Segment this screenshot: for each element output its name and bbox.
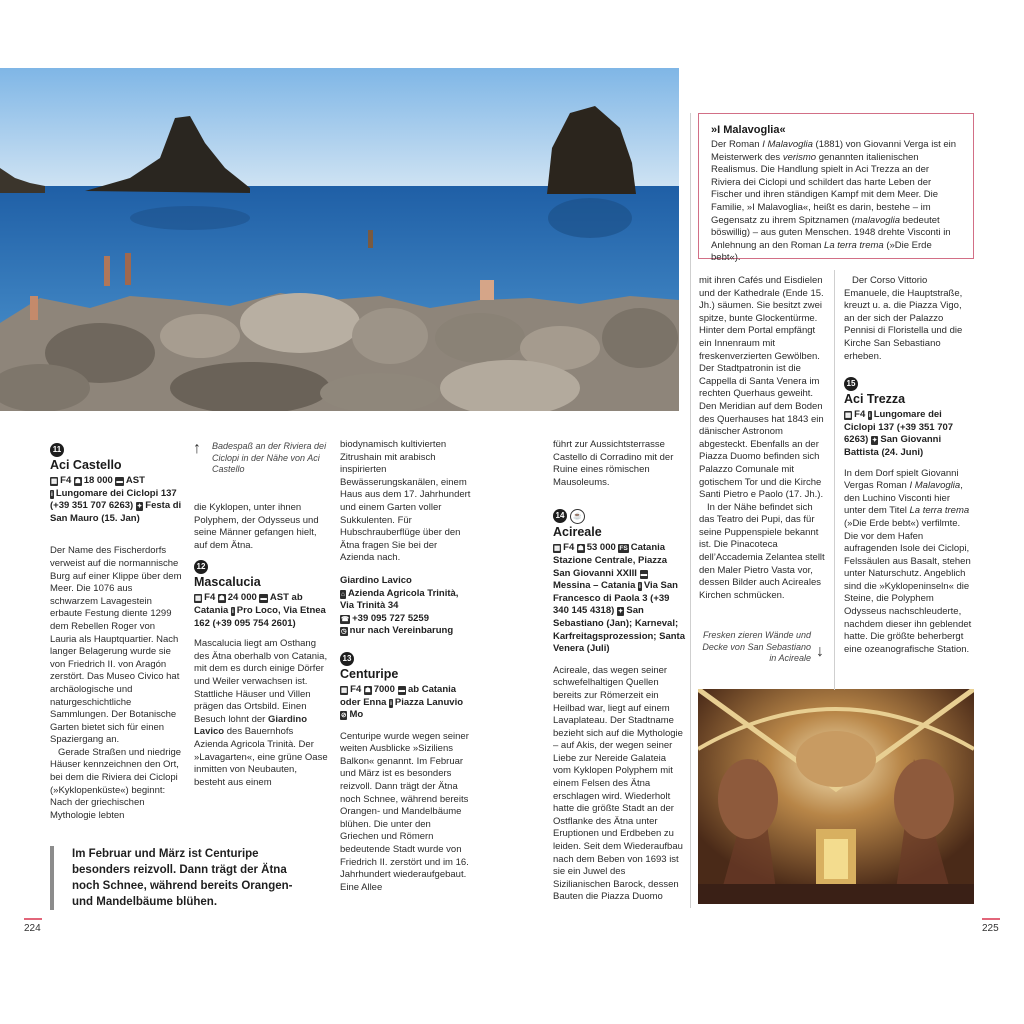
entry-mascalucia (194, 502, 328, 789)
entry-text: die Kyklopen, unter ihnen Polyphem, der Odysseus und seine Männer gefangen hielt, auf dem Ätna. (194, 502, 319, 551)
entry-text: In der Nähe befindet sich das Teatro dei Pupi, das für seine Puppenspiele bekannt ist. Die Pinacoteca dell’Accademia Zelantea stellt den Maler Pietro Vasta vor, dessen Bilder auch Acireales Kirchen schmücken. (699, 501, 825, 601)
page-number-right: 225 (982, 923, 999, 934)
malavoglia-sidebar-box (698, 113, 974, 264)
entry-text: Der Corso Vittorio Emanuele, die Hauptstraße, kreuzt u. a. die Piazza Vigo, an der sich der Palazzo Pennisi di Floristella und die Kirche San Sebastiano erheben. (844, 275, 963, 362)
festival-icon: ✦ (617, 608, 624, 616)
clock-icon: ◷ (341, 628, 347, 636)
entry-aci-trezza (844, 275, 974, 656)
sidebar-text: Der Roman I Malavoglia (1881) von Giovanni Verga ist ein Meisterwerk des verismo genannten italienischen Realismus. Die Handlung spielt in Aci Trezza an der Riviera dei Ciclopi und schildert das harte Leben der Fischer und ihren ständigen Kampf mit dem Meer. Die Familie, »I Malavoglia«, heißt es darin, bestehe – im Gegensatz zu ihrem Spitznamen (malavoglia bedeutet böswillig) – aus guten Menschen. 1948 drehte Visconti in Anlehnung an den Roman La terra trema (»Die Erde bebt«). (711, 139, 957, 264)
map-grid-icon: ▦ (341, 686, 348, 694)
entry-text: Gerade Straßen und niedrige Häuser kennzeichnen den Ort, bei dem die Riviera dei Ciclopi (»Kyklopenküste«) beginnt: Nach der griechischen Mythologie lebten (50, 746, 182, 821)
festival-icon: ✦ (136, 503, 143, 511)
bus-icon: ▬ (260, 595, 267, 603)
entry-title: Aci Trezza (844, 392, 906, 407)
map-grid-icon: ▦ (51, 478, 58, 485)
entry-text: Centuripe wurde wegen seiner weiten Ausblicke »Siziliens Balkon« genannt. Im Februar und März ist es besonders reizvoll. Dann trägt der Ätna noch Schnee, während bereits Orangen- und Mandelbäume blühen. Die unter den Griechen und Römern bedeutende Stadt wurde von Friedrich II. zerstört und im 16. Jahrhundert wiederaufgebaut. Eine Allee (340, 730, 469, 893)
arrow-down-icon: ↓ (816, 643, 824, 660)
bus-icon: ▬ (640, 570, 648, 578)
entry-text: Mascalucia liegt am Osthang des Ätna oberhalb von Catania, mit dem es durch einige Dörfer und Weiler verwachsen ist. Stattliche Häuser und Villen prägen das Ortsbild. Einen Besuch lohnt der Giardino Lavico des Bauernhofs Azienda Agricola Trinità. Der »Lavagarten«, eine grüne Oase inmitten von Neubauten, besteht aus einem (194, 638, 328, 788)
coffee-cup-icon: ☕ (570, 509, 585, 524)
entry-text: mit ihren Cafés und Eisdielen und der Kathedrale (Ende 15. Jh.) säumen. Sie besitzt zwei spitze, bunte Glockentürme. Hinter dem Portal empfängt ein Innenraum mit freskenverzierten Gewölben. Der Stadtpatronin ist die Cappella di Santa Venera im rechten Querhaus geweiht. Den Meridian auf dem Boden des Querhauses hat 1843 ein dänischer Astronom abgesteckt. Ebenfalls an der Piazza Duomo befinden sich Palazzo Comunale mit gotischem Tor und die Kirche Santi Pietro e Paolo (17. Jh.). (699, 275, 824, 501)
pull-quote-text: Im Februar und März ist Centuripe besonders reizvoll. Dann trägt der Ätna noch Schnee, während bereits Orangen- und Mandelbäume blühen. (72, 848, 293, 908)
page-marker-left (24, 918, 42, 920)
photo-caption: Badespaß an der Riviera dei Ciclopi in der Nähe von Aci Castello (212, 441, 327, 474)
entry-text: führt zur Aussichtsterrasse Castello di Corradino mit der Ruine eines römischen Mausoleums. (553, 439, 674, 488)
pull-quote (50, 846, 312, 910)
tourist-info-icon: i (231, 607, 234, 615)
entry-info: ▦ F4 i Lungomare dei Ciclopi 137 (+39 351 707 6263) ✦ San Giovanni Battista (24. Juni) (844, 409, 954, 458)
phone-icon: ☎ (341, 615, 350, 623)
column-rule (690, 113, 691, 908)
entry-number-badge: 11 (50, 443, 64, 457)
address-icon: ⌂ (341, 590, 345, 598)
page-number-left: 224 (24, 923, 41, 934)
map-grid-icon: ▦ (845, 412, 852, 420)
giardino-title: Giardino Lavico (340, 574, 412, 586)
basilica-san-sebastiano-frescoes-photo (698, 689, 974, 904)
giardino-lavico-info: Giardino Lavico ⌂ Azienda Agricola Trinità, Via Trinità 34 ☎ +39 095 727 5259 ◷ nur nach Vereinbarung (340, 574, 459, 637)
entry-title: Centuripe (340, 666, 399, 681)
map-grid-icon: ▦ (195, 595, 202, 603)
bus-icon: ▬ (398, 686, 405, 694)
entry-text: biodynamisch kultivierten Zitrushain mit arabisch inspirierten Bewässerungskanälen, einem Haus aus dem 17. Jahrhundert und einem Garten voller Sukkulenten. Für Hubschrauberflüge über den Ätna fragen Sie bei der Azienda nach. (340, 439, 471, 564)
population-icon: ☗ (74, 478, 81, 485)
entry-centuripe (340, 439, 472, 894)
population-icon: ☗ (364, 686, 371, 694)
entry-text: In dem Dorf spielt Giovanni Vergas Roman I Malavoglia, den Luchino Visconti hier unter dem Titel La terra trema (»Die Erde bebt«) verfilmte. Die vor dem Hafen aufragenden Isole dei Ciclopi, Felssäulen aus Basalt, stehen unter Naturschutz. Angeblich sind die »Kyklopeninseln« die Steine, die Polyphem Odysseus nachschleuderte, nachdem dieser ihn geblendet hatte. Die größte beherbergt eine ozeanografische Station. (844, 467, 972, 655)
entry-number-badge: 14 (553, 509, 567, 523)
bus-icon: ▬ (116, 478, 123, 485)
entry-title: Acireale (553, 525, 602, 540)
train-icon: FS (619, 545, 628, 553)
tourist-info-icon: i (868, 412, 871, 420)
arrow-up-icon: ↑ (193, 440, 201, 457)
population-icon: ☗ (218, 595, 225, 603)
map-grid-icon: ▦ (554, 545, 561, 553)
entry-text: Der Name des Fischerdorfs verweist auf die normannische Burg auf einer Klippe über dem Meer. Die 1076 aus schwarzem Lavagestein erbaute Festung diente 1299 dem Rebellen Roger von Lauria als Hauptquartier. Nach langer Belagerung wurde sie von Friedrich II. von Aragón zerstört. Das Museo Civico hat archäologische und naturgeschichtliche Sammlungen. Der Botanische Garten bietet sich für einen Spaziergang an. (50, 545, 182, 746)
entry-info: ▦ F4 ☗ 7000 ▬ ab Catania oder Enna i Piazza Lanuvio ⊘ Mo (340, 683, 464, 721)
tourist-info-icon: i (639, 583, 641, 591)
entry-acireale (553, 439, 685, 904)
aci-castello-coast-photo (0, 68, 679, 411)
tourist-info-icon: i (390, 699, 392, 707)
entry-title: Aci Castello (50, 458, 122, 472)
population-icon: ☗ (577, 545, 584, 553)
sidebar-title: »I Malavoglia« (711, 124, 786, 136)
page-marker-right (982, 918, 1000, 920)
closed-day-icon: ⊘ (341, 712, 347, 720)
entry-number-badge: 12 (194, 560, 208, 574)
tourist-info-icon: i (51, 490, 53, 498)
entry-aci-castello (50, 443, 183, 822)
entry-number-badge: 15 (844, 377, 858, 391)
festival-icon: ✦ (871, 437, 878, 445)
entry-info: ▦ F4 ☗ 18 000 ▬ AST i Lungomare dei Ciclopi 137 (+39 351 707 6263) ✦ Festa di San Mauro (15. Jan) (50, 475, 182, 524)
entry-info: ▦ F4 ☗ 53 000 FS Catania Stazione Centrale, Piazza San Giovanni XXIII ▬Messina – Catania i Via San Francesco di Paola 3 (+39 340 145 4318) ✦ San Sebastiano (Jan); Karneval; Karfreitagsprozession; Santa Venera (Juli) (553, 542, 685, 655)
entry-text: Acireale, das wegen seiner schwefelhaltigen Quellen bereits zur Römerzeit ein Heilbad war, liegt auf einem Lavaplateau. Der Stadtname bezieht sich auf die Mythologie – auf Akis, der wegen seiner Liebe zur Nereide Galateia vom Kyklopen Polyphem mit einem Felsen des Ätna erschlagen wird. Wiederholt hatte die größte Stadt an der Ostflanke des Ätna unter Eruptionen und Erdbeben zu leiden. Seit dem Wiederaufbau nach dem Beben von 1693 ist sie ein Juwel des Sizilianischen Barock, dessen Bauten die Piazza Duomo (553, 664, 683, 903)
column-rule (834, 270, 835, 690)
entry-number-badge: 13 (340, 652, 354, 666)
photo-caption: Fresken zieren Wände und Decke von San Sebastiano in Acireale (702, 630, 811, 663)
entry-title: Mascalucia (194, 575, 261, 590)
entry-info: ▦ F4 ☗ 24 000 ▬ AST ab Catania i Pro Loco, Via Etnea 162 (+39 095 754 2601) (194, 592, 326, 629)
entry-acireale-cont (699, 275, 829, 602)
